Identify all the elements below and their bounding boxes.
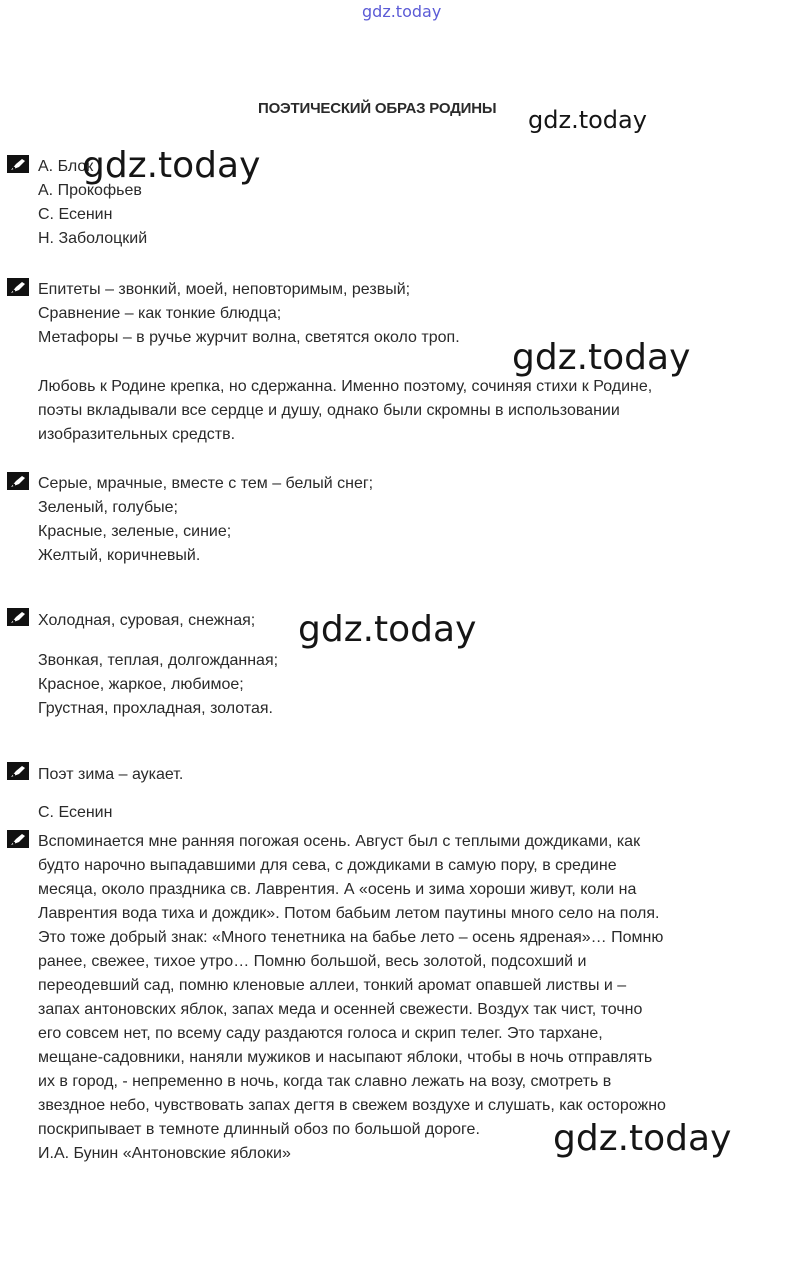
text-line: его совсем нет, по всему саду раздаются голоса и скрип телег. Это тархане, <box>38 1025 603 1042</box>
text-line: будто нарочно выпадавшими для сева, с дождиками в самую пору, в средине <box>38 857 617 874</box>
text-line: Желтый, коричневый. <box>38 547 201 564</box>
text-line: Это тоже добрый знак: «Много тенетника на бабье лето – осень ядреная»… Помню <box>38 929 664 946</box>
pen-icon <box>7 762 29 780</box>
text-line: изобразительных средств. <box>38 426 236 443</box>
page-title: ПОЭТИЧЕСКИЙ ОБРАЗ РОДИНЫ <box>258 100 497 117</box>
list-item: А. Прокофьев <box>38 182 142 199</box>
watermark-large: gdz.today <box>553 1118 732 1159</box>
text-line: звездное небо, чувствовать запах дегтя в свежем воздухе и слушать, как осторожно <box>38 1097 666 1114</box>
watermark-large: gdz.today <box>512 337 691 378</box>
text-line: поскрипывает в темноте длинный обоз по большой дороге. <box>38 1121 480 1138</box>
text-line: Любовь к Родине крепка, но сдержанна. Именно поэтому, сочиняя стихи к Родине, <box>38 378 653 395</box>
text-line: поэты вкладывали все сердце и душу, однако были скромны в использовании <box>38 402 620 419</box>
text-line: Красное, жаркое, любимое; <box>38 676 244 693</box>
pen-icon <box>7 155 29 173</box>
pen-icon <box>7 608 29 626</box>
list-item: С. Есенин <box>38 206 113 223</box>
pen-icon <box>7 830 29 848</box>
text-line: Епитеты – звонкий, моей, неповторимым, резвый; <box>38 281 411 298</box>
text-line: Звонкая, теплая, долгожданная; <box>38 652 279 669</box>
list-item: Н. Заболоцкий <box>38 230 148 247</box>
text-line: Холодная, суровая, снежная; <box>38 612 256 629</box>
author: И.А. Бунин «Антоновские яблоки» <box>38 1145 291 1162</box>
text-line: мещане-садовники, наняли мужиков и насыпают яблоки, чтобы в ночь отправлять <box>38 1049 653 1066</box>
watermark-large: gdz.today <box>82 145 261 186</box>
pen-icon <box>7 472 29 490</box>
watermark-title: gdz.today <box>528 106 647 134</box>
list-item: А. Блок <box>38 158 94 175</box>
text-line: Красные, зеленые, синие; <box>38 523 232 540</box>
author: С. Есенин <box>38 804 113 821</box>
text-line: месяца, около праздника св. Лаврентия. А «осень и зима хороши живут, коли на <box>38 881 637 898</box>
pen-icon <box>7 278 29 296</box>
text-line: Грустная, прохладная, золотая. <box>38 700 273 717</box>
text-line: Лаврентия вода тиха и дождик». Потом бабьим летом паутины много село на поля. <box>38 905 660 922</box>
watermark-top: gdz.today <box>362 2 442 21</box>
text-line: Вспоминается мне ранняя погожая осень. Август был с теплыми дождиками, как <box>38 833 641 850</box>
text-line: Сравнение – как тонкие блюдца; <box>38 305 282 322</box>
text-line: ранее, свежее, тихое утро… Помню большой, весь золотой, подсохший и <box>38 953 587 970</box>
text-line: Зеленый, голубые; <box>38 499 178 516</box>
text-line: их в город, - непременно в ночь, когда так славно лежать на возу, смотреть в <box>38 1073 612 1090</box>
text-line: Метафоры – в ручье журчит волна, светятся около троп. <box>38 329 460 346</box>
text-line: Поэт зима – аукает. <box>38 766 184 783</box>
watermark-large: gdz.today <box>298 609 477 650</box>
text-line: запах антоновских яблок, запах меда и осенней свежести. Воздух так чист, точно <box>38 1001 643 1018</box>
text-line: Серые, мрачные, вместе с тем – белый снег; <box>38 475 374 492</box>
text-line: переодевший сад, помню кленовые аллеи, тонкий аромат опавшей листвы и – <box>38 977 627 994</box>
